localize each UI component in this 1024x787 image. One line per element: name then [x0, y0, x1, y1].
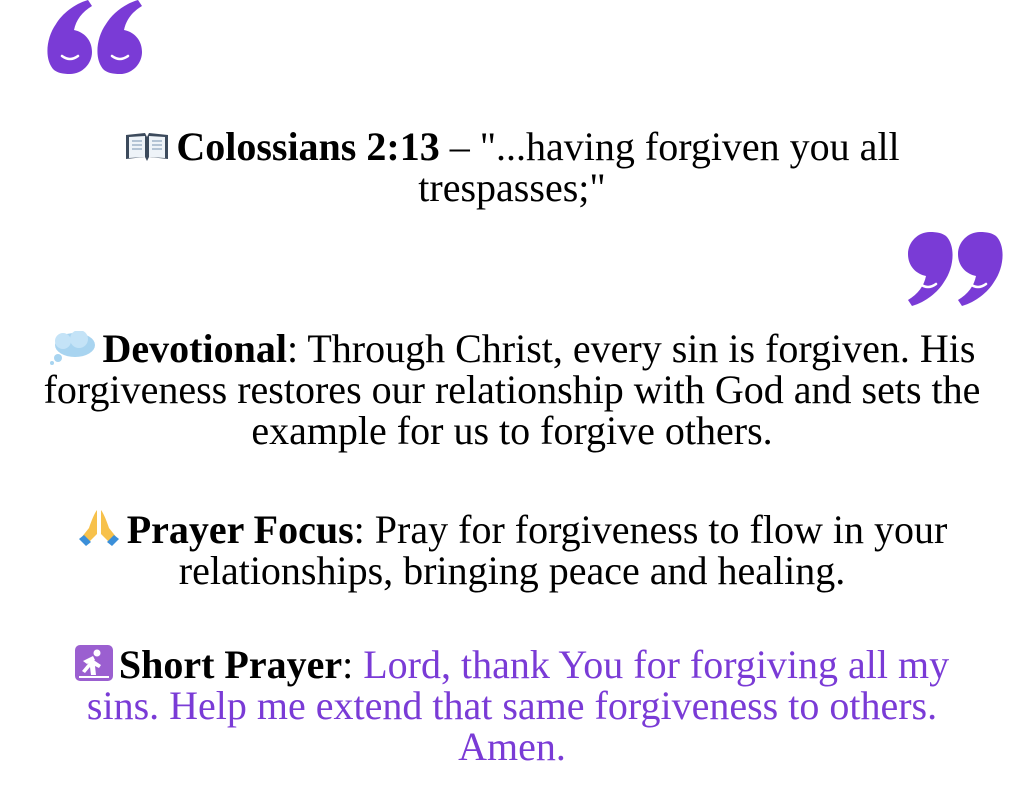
verse-reference: Colossians 2:13 [176, 124, 440, 169]
devotional-label: Devotional [102, 326, 287, 371]
devotional-separator: : [286, 326, 308, 371]
thought-bubble-icon [49, 331, 97, 365]
place-of-worship-icon [75, 645, 113, 681]
short-prayer-label: Short Prayer [118, 642, 343, 687]
prayer-focus-label: Prayer Focus [126, 507, 354, 552]
closing-quote-icon [904, 226, 1004, 306]
devotional-block [0, 328, 1024, 451]
verse-text: "...having forgiven you all trespasses;" [418, 124, 900, 210]
praying-hands-icon [77, 508, 121, 546]
devotional-text: Through Christ, every sin is forgiven. His forgiveness restores our relationship with God and sets the example for us to forgive others. [43, 326, 981, 453]
short-prayer-block [0, 644, 1024, 767]
verse-block [0, 126, 1024, 208]
prayer-focus-block [0, 508, 1024, 591]
verse-separator: – [439, 124, 480, 169]
open-book-icon [124, 131, 170, 163]
prayer-focus-separator: : [353, 507, 375, 552]
prayer-focus-text: Pray for forgiveness to flow in your relationships, bringing peace and healing. [178, 507, 948, 593]
short-prayer-separator: : [342, 642, 364, 687]
short-prayer-text: Lord, thank You for forgiving all my sins. Help me extend that same forgiveness to others. Amen. [86, 642, 950, 769]
opening-quote-icon [46, 0, 146, 76]
